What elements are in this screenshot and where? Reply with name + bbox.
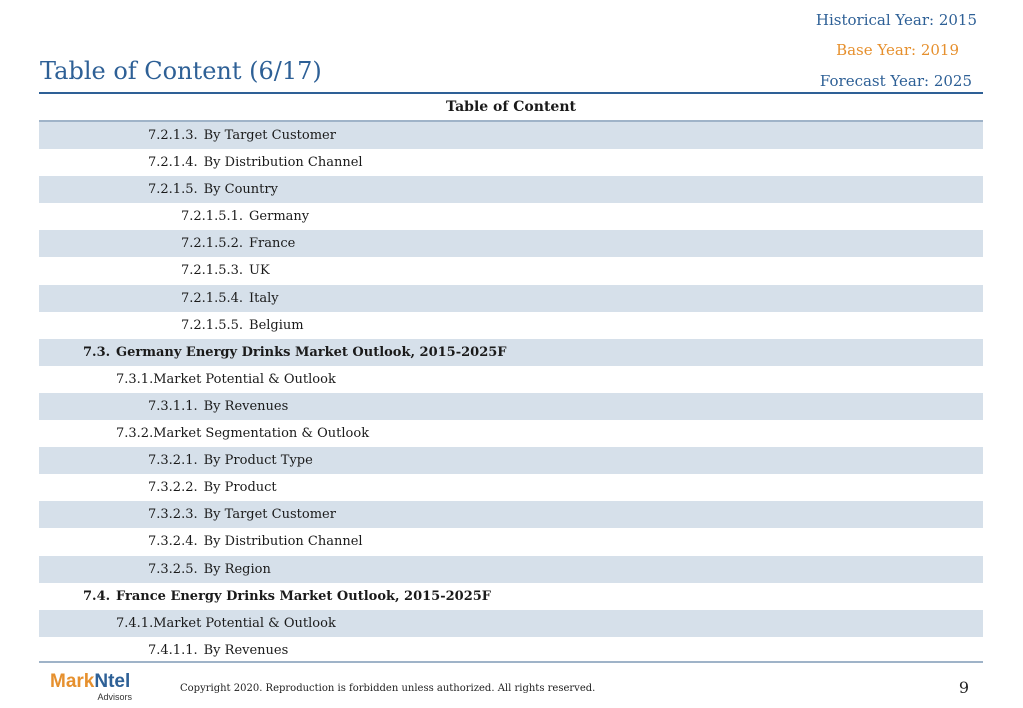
- forecast-year: Forecast Year: 2025: [819, 72, 972, 90]
- toc-label: By Revenues: [203, 398, 289, 414]
- toc-table: [39, 95, 983, 664]
- toc-row: [39, 149, 983, 176]
- toc-row: [39, 203, 983, 230]
- toc-label: France: [249, 236, 296, 252]
- toc-label: France Energy Drinks Market Outlook, 2015-2025F: [116, 588, 492, 604]
- toc-row: [39, 122, 983, 149]
- toc-row: [39, 610, 983, 637]
- footer-divider: [39, 661, 983, 663]
- toc-number: 7.2.1.5.4.: [181, 290, 244, 306]
- toc-label: By Target Customer: [203, 507, 336, 523]
- toc-number: 7.4.1.1.: [148, 642, 198, 658]
- page-number: 9: [958, 678, 969, 697]
- toc-number: 7.2.1.5.5.: [181, 317, 244, 333]
- toc-number: 7.3.2.5.: [148, 561, 198, 577]
- toc-label: By Product Type: [203, 453, 313, 469]
- toc-label: By Country: [203, 182, 278, 198]
- toc-row: [39, 176, 983, 203]
- toc-number: 7.3.2.2.: [148, 480, 198, 496]
- toc-row: [39, 420, 983, 447]
- toc-number: 7.3.2.: [116, 426, 154, 442]
- toc-number: 7.3.2.1.: [148, 453, 198, 469]
- logo-subtitle: Advisors: [97, 692, 132, 702]
- toc-label: UK: [249, 263, 270, 279]
- toc-label: By Target Customer: [203, 128, 336, 143]
- toc-label: By Distribution Channel: [203, 155, 363, 171]
- toc-number: 7.3.: [83, 344, 111, 360]
- toc-label: By Distribution Channel: [203, 534, 363, 550]
- toc-label: Market Segmentation & Outlook: [153, 426, 370, 442]
- toc-label: Belgium: [249, 317, 304, 333]
- toc-row: [39, 285, 983, 312]
- toc-number: 7.2.1.5.3.: [181, 263, 244, 279]
- toc-number: 7.3.2.4.: [148, 534, 198, 550]
- toc-row: [39, 556, 983, 583]
- toc-label: By Region: [203, 561, 271, 577]
- toc-row: [39, 393, 983, 420]
- toc-number: 7.3.1.1.: [148, 398, 198, 414]
- marknetel-logo: [50, 672, 140, 702]
- toc-row-section: [39, 339, 983, 366]
- toc-row: [39, 366, 983, 393]
- toc-row: [39, 528, 983, 555]
- toc-row: [39, 230, 983, 257]
- toc-number: 7.2.1.4.: [148, 155, 198, 171]
- page-title: Table of Content (6/17): [40, 57, 322, 85]
- toc-row: [39, 637, 983, 664]
- toc-number: 7.2.1.5.1.: [181, 209, 244, 225]
- toc-row: [39, 312, 983, 339]
- toc-label: Germany Energy Drinks Market Outlook, 2015-2025F: [116, 344, 507, 360]
- toc-label: Market Potential & Outlook: [153, 371, 336, 387]
- toc-row: [39, 501, 983, 528]
- toc-row: [39, 257, 983, 284]
- toc-label: By Revenues: [203, 642, 289, 658]
- toc-row: [39, 474, 983, 501]
- toc-number: 7.3.1.: [116, 371, 154, 387]
- toc-number: 7.2.1.3.: [148, 128, 198, 143]
- toc-number: 7.3.2.3.: [148, 507, 198, 523]
- toc-number: 7.4.1.: [116, 615, 154, 631]
- header-divider: [39, 92, 983, 94]
- toc-label: Germany: [249, 209, 310, 225]
- logo-mark-text: Mark: [50, 671, 95, 692]
- toc-label: Italy: [249, 290, 279, 306]
- copyright-notice: Copyright 2020. Reproduction is forbidden unless authorized. All rights reserved.: [180, 683, 596, 694]
- logo-ntel-text: Ntel: [94, 671, 131, 692]
- toc-number: 7.4.: [83, 588, 111, 604]
- toc-number: 7.2.1.5.2.: [181, 236, 244, 252]
- historical-year: Historical Year: 2015: [815, 11, 977, 29]
- toc-label: By Product: [203, 480, 277, 496]
- toc-label: Market Potential & Outlook: [153, 615, 336, 631]
- toc-heading: Table of Content: [39, 95, 983, 122]
- toc-number: 7.2.1.5.: [148, 182, 198, 198]
- toc-row: [39, 447, 983, 474]
- base-year: Base Year: 2019: [836, 41, 959, 59]
- toc-row-section: [39, 583, 983, 610]
